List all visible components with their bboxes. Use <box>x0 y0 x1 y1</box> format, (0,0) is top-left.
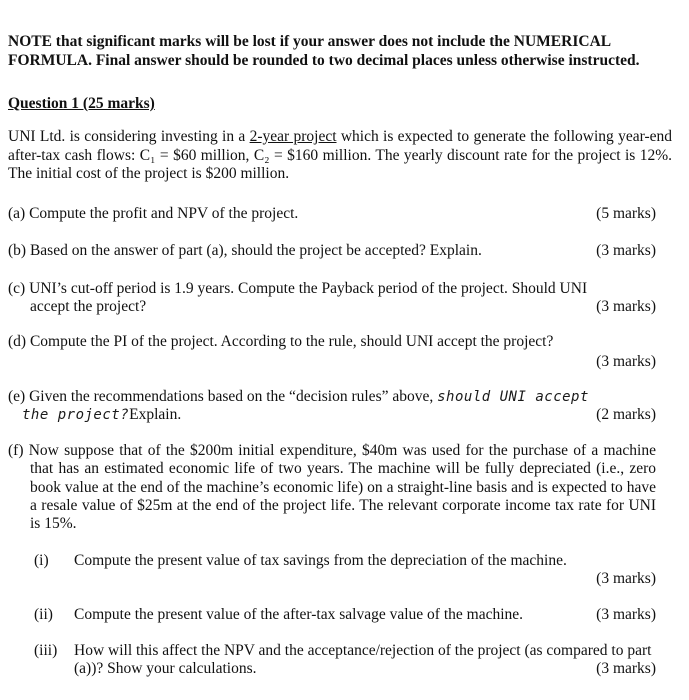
item-f-iii-marks: (3 marks) <box>596 660 656 677</box>
item-b-text: (b) Based on the answer of part (a), should the project be accepted? Explain. <box>8 242 482 259</box>
item-e <box>8 388 656 424</box>
question-intro <box>8 128 672 184</box>
item-f-ii <box>34 606 656 624</box>
item-b-marks: (3 marks) <box>596 242 656 259</box>
item-f-i-num: (i) <box>34 552 49 569</box>
item-f-iii <box>34 642 656 678</box>
item-f-i-line <box>34 552 656 570</box>
item-e-marks: (2 marks) <box>596 406 656 423</box>
item-f-iii-text: How will this affect the NPV and the acceptance/rejection of the project (as compared to part (a))? Show your calculations. <box>74 642 652 677</box>
item-c-marks: (3 marks) <box>596 298 656 315</box>
item-a <box>8 205 656 223</box>
item-c <box>8 280 656 316</box>
instruction-note: NOTE that significant marks will be lost if your answer does not include the NUMERICAL FORMULA. Final answer should be rounded to two decimal places unless otherwise instructed. <box>8 33 640 69</box>
item-f-ii-num: (ii) <box>34 606 53 623</box>
item-d <box>8 333 656 371</box>
item-c-line2: accept the project? <box>30 298 147 315</box>
item-e-printed2: Explain. <box>129 406 182 423</box>
item-f-iii-body <box>34 642 656 678</box>
item-f-ii-text: Compute the present value of the after-tax salvage value of the machine. <box>74 606 524 623</box>
item-f-iii-num: (iii) <box>34 642 58 659</box>
item-f-i-text: Compute the present value of tax savings from the depreciation of the machine. <box>74 552 567 569</box>
item-f-ii-marks: (3 marks) <box>596 606 656 623</box>
item-c-line2-row <box>8 298 656 316</box>
item-b <box>8 242 656 260</box>
item-e-line1 <box>8 388 656 406</box>
item-a-text: (a) Compute the profit and NPV of the project. <box>8 205 299 222</box>
intro-underlined: 2-year project <box>249 128 337 145</box>
item-e-handwritten2: the project? <box>22 407 130 423</box>
item-f-iii-para <box>34 642 656 678</box>
item-c-line1: (c) UNI’s cut-off period is 1.9 years. Compute the Payback period of the project. Should UNI <box>8 280 588 297</box>
item-e-handwritten1: should UNI accept <box>437 389 589 405</box>
item-d-text: (d) Compute the PI of the project. According to the rule, should UNI accept the project? <box>8 333 554 350</box>
question-title: Question 1 (25 marks) <box>8 95 155 112</box>
item-f-i <box>34 552 656 588</box>
intro-part1: UNI Ltd. is considering investing in a <box>8 128 250 145</box>
item-d-marks: (3 marks) <box>596 353 656 370</box>
intro-part2: which is expected to generate the following year-end after-tax cash flows: C₁ = $60 million, C₂ = $160 million. The yearly discount rate for the project is 12%. The initial cost of the project is $200 million. <box>8 128 672 182</box>
item-f-i-marks: (3 marks) <box>596 570 656 587</box>
item-f: (f) Now suppose that of the $200m initial expenditure, $40m was used for the purchase of a machine that has an estimated economic life of two years. The machine will be fully depreciated (i.e., zero book value at the end of the machine’s economic life) on a straight-line basis and is expected to have a resale value of $25m at the end of the project life. The relevant corporate income tax rate for UNI is 15%. <box>8 442 656 533</box>
item-a-marks: (5 marks) <box>596 205 656 222</box>
item-e-printed: (e) Given the recommendations based on the “decision rules” above, <box>8 388 434 405</box>
item-e-line2-row <box>8 406 656 424</box>
